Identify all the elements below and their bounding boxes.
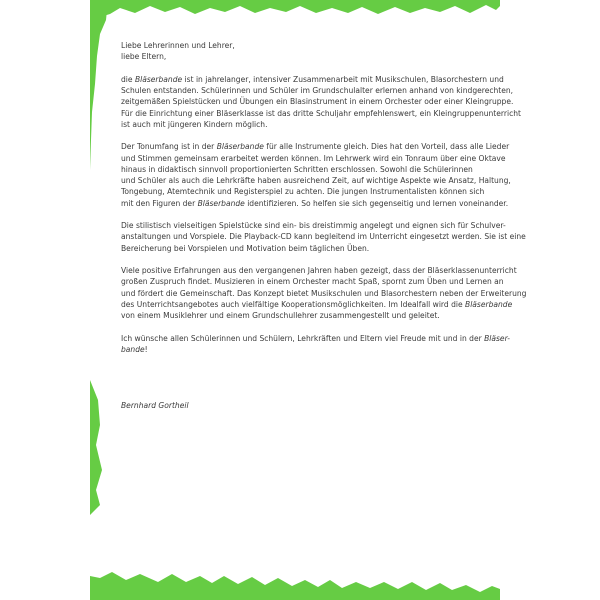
italic-title: bande — [121, 344, 145, 354]
greeting-line: liebe Eltern, — [121, 52, 167, 62]
italic-title: Bläserbande — [197, 198, 245, 208]
paragraph-gap — [121, 321, 493, 332]
paragraph-line: Die stilistisch vielseitigen Spielstücke sind ein- bis dreistimmig angelegt und eignen sich für Schulver- — [121, 221, 506, 230]
paragraph-line: Bereicherung bei Vorspielen und Motivation beim täglichen Üben. — [121, 243, 370, 253]
paragraph-line: Der Tonumfang ist in der Bläserbande für alle Instrumente gleich. Dies hat den Vorteil, dass alle Lieder — [121, 142, 510, 152]
top-green-border — [90, 0, 500, 22]
paragraph-line: hinaus in didaktisch sinnvoll proportionierten Schritten erschlossen. Sowohl die Schülerinnen — [121, 164, 473, 174]
paragraph-line: mit den Figuren der Bläserbande identifizieren. So helfen sie sich gegenseitig und lernen voneinander. — [121, 198, 509, 208]
paragraph-line: Für die Einrichtung einer Bläserklasse ist das dritte Schuljahr empfehlenswert, ein Kleingruppenunterricht — [121, 108, 521, 118]
paragraph-line: ist auch mit jüngeren Kindern möglich. — [121, 119, 268, 129]
paragraph-gap — [121, 209, 493, 220]
italic-title: Bläserbande — [134, 74, 183, 84]
paragraph-gap — [121, 63, 493, 74]
paragraph-line: zeitgemäßen Spielstücken und Übungen ein Blasinstrument in einem Orchester oder einer Kleingruppe. — [121, 97, 514, 107]
left-green-border-lower — [90, 380, 102, 515]
paragraph-line: anstaltungen und Vorspiele. Die Playback-CD kann begleitend im Unterricht eingesetzt werden. Sie ist eine — [121, 232, 526, 242]
paragraph-gap — [121, 366, 493, 377]
paragraph-line: großen Zuspruch findet. Musizieren in einem Orchester macht Spaß, spornt zum Üben und Lernen an — [121, 277, 504, 287]
italic-title: Bernhard Gortheil — [121, 401, 189, 410]
paragraph-line: des Unterrichtsangebotes auch vielfältige Kooperationsmöglichkeiten. Im Idealfall wird die Bläserbande — [121, 299, 513, 309]
bottom-green-border — [90, 572, 500, 600]
left-green-border-upper — [90, 0, 108, 170]
paragraph-line: Ich wünsche allen Schülerinnen und Schülern, Lehrkräften und Eltern viel Freude mit und in der Bläser- — [121, 333, 510, 343]
signature — [121, 400, 493, 411]
paragraph-gap — [121, 389, 493, 400]
paragraph-line: und fördert die Gemeinschaft. Das Konzept bietet Musikschulen und Blasorchestern neben der Erweiterung — [121, 288, 527, 298]
paragraph-line: Schulen entstanden. Schülerinnen und Schüler im Grundschulalter erlernen anhand von kindgerechten, — [121, 86, 514, 95]
paragraph-gap — [121, 378, 493, 389]
paragraph-line: Tongebung, Atemtechnik und Registerspiel zu achten. Die jungen Instrumentalisten können sich — [121, 187, 485, 197]
paragraph-line: bande! — [121, 344, 148, 354]
paragraph-line: die Bläserbande ist in jahrelanger, intensiver Zusammenarbeit mit Musikschulen, Blasorchestern und — [121, 74, 504, 84]
paragraph-gap — [121, 254, 493, 265]
paragraph-line: Viele positive Erfahrungen aus den vergangenen Jahren haben gezeigt, dass der Bläserklassenunterricht — [121, 266, 517, 275]
greeting-line: Liebe Lehrerinnen und Lehrer, — [121, 41, 235, 50]
letter-text — [121, 40, 527, 411]
paragraph-line: und Stimmen gemeinsam erarbeitet werden können. Im Lehrwerk wird ein Tonraum über eine Oktave — [121, 153, 506, 163]
italic-title: Bläserbande — [216, 142, 264, 152]
italic-title: Bläser- — [484, 333, 510, 343]
paragraph-line: und Schüler als auch die Lehrkräfte haben ausreichend Zeit, auf wichtige Aspekte wie Ansatz, Haltung, — [121, 176, 511, 185]
italic-title: Bläserbande — [465, 299, 513, 309]
paragraph-gap — [121, 355, 493, 366]
paragraph-gap — [121, 130, 493, 141]
paragraph-line: von einem Musiklehrer und einem Grundschullehrer zusammengestellt und geleitet. — [121, 311, 440, 320]
